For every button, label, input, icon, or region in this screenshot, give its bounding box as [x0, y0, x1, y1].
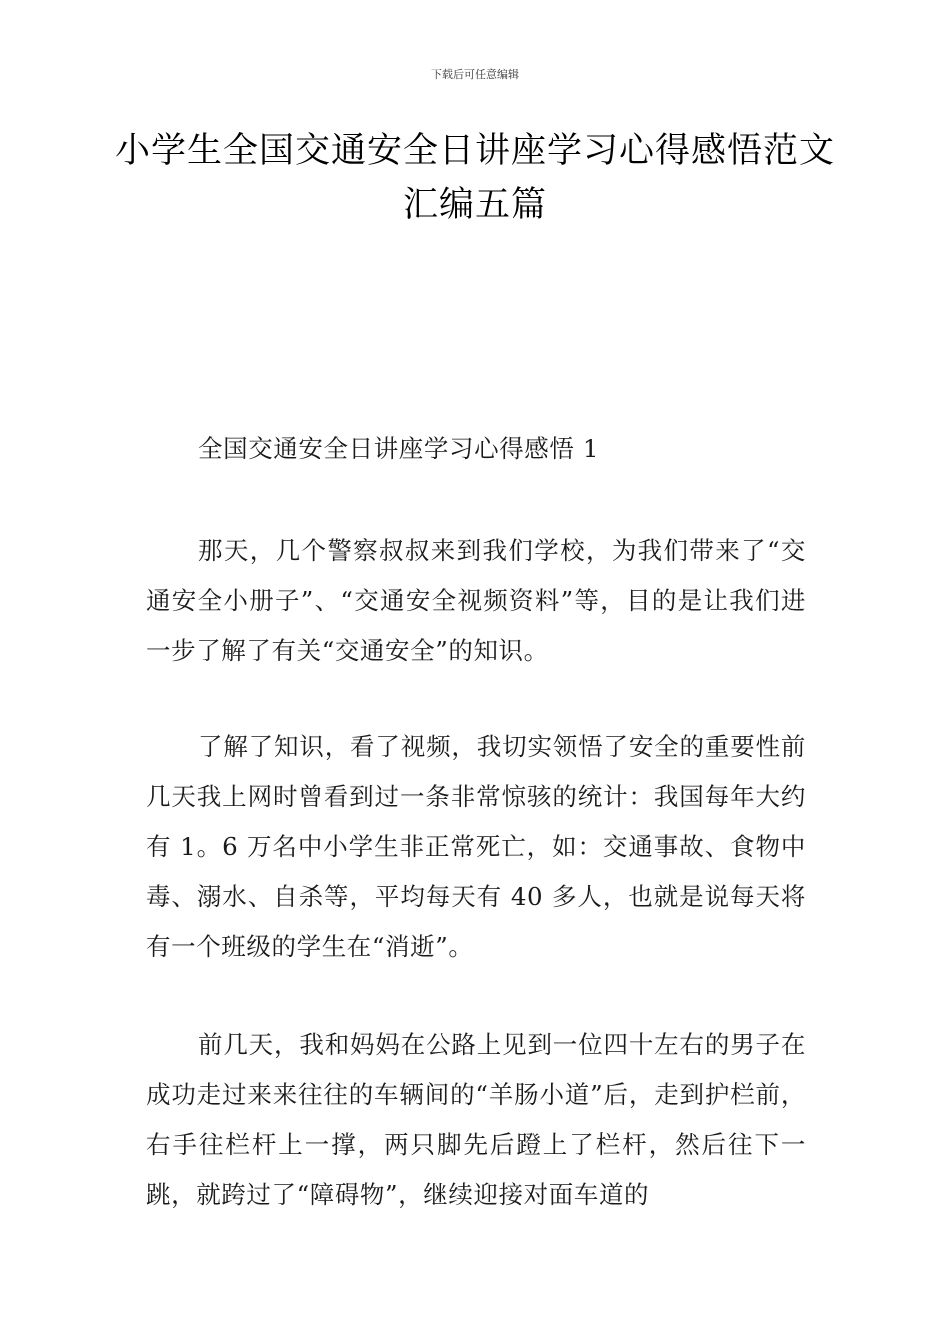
paragraph-1: 那天，几个警察叔叔来到我们学校，为我们带来了“交通安全小册子”、“交通安全视频资料”等，目的是让我们进一步了解了有关“交通安全”的知识。	[146, 536, 806, 665]
paragraph-3: 前几天，我和妈妈在公路上见到一位四十左右的男子在成功走过来来往往的车辆间的“羊肠小道”后，走到护栏前，右手往栏杆上一撑，两只脚先后蹬上了栏杆，然后往下一跳，就跨过了“障碍物”，继续迎接对面车道的	[146, 1030, 806, 1209]
header-note: 下载后可任意编辑	[431, 68, 519, 81]
document-title: 小学生全国交通安全日讲座学习心得感悟范文汇编五篇	[114, 131, 835, 225]
paragraph-2: 了解了知识，看了视频，我切实领悟了安全的重要性前几天我上网时曾看到过一条非常惊骇的统计：我国每年大约有 1。6 万名中小学生非正常死亡，如：交通事故、食物中毒、溺水、自杀等，平均每天有 40 多人，也就是说每天将有一个班级的学生在“消逝”。	[146, 732, 806, 961]
section-heading: 全国交通安全日讲座学习心得感悟 1	[198, 434, 600, 463]
